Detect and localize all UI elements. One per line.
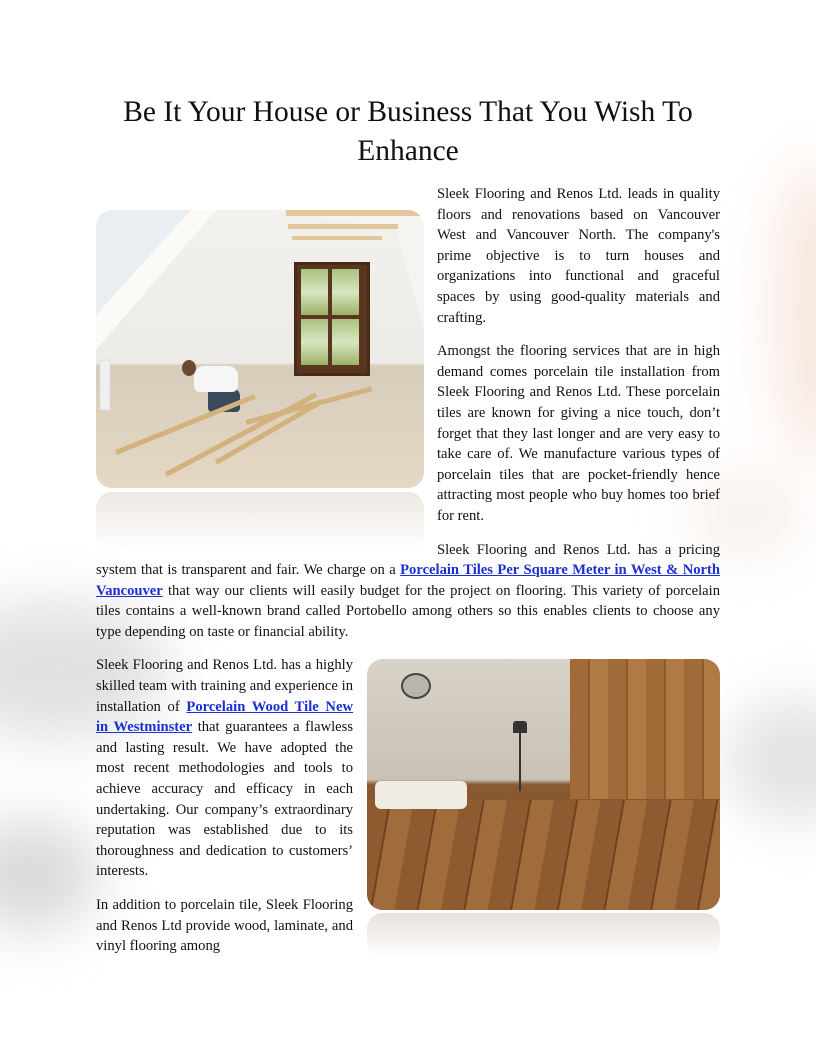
paragraph-intro — [96, 184, 720, 328]
pendant-lamp-icon — [401, 673, 431, 699]
paragraph-team: Sleek Flooring and Renos Ltd. has a highly skilled team with training and experience in installation of Porcelain Wood Tile New in Westminster that guarantees a flawless and lasting result. We have adopted the most recent methodologies and tools to achieve accuracy and efficacy in each undertaking. Our company’s extraordinary reputation was established due to its thoroughness and dedication to customers’ interests. — [96, 655, 720, 882]
attic-ceiling-illustration — [96, 210, 424, 488]
porcelain-tiles-per-square-meter-link[interactable]: Porcelain Tiles Per Square Meter in West & North Vancouver — [96, 562, 720, 599]
background-blur — [776, 160, 816, 460]
window-icon — [294, 262, 370, 376]
background-blur — [0, 820, 100, 930]
bed-icon — [375, 781, 467, 809]
page-title: Be It Your House or Business That You Wish To Enhance — [123, 96, 693, 167]
floor-lamp-icon — [513, 721, 527, 733]
modern-wood-floor-room-image — [367, 659, 720, 959]
paragraph-porcelain: Amongst the flooring services that are in high demand comes porcelain tile installation from Sleek Flooring and Renos Ltd. These porcelain tiles are known for giving a nice touch, don’t forget that they last longer and are very easy to take care of. We manufacture various types of porcelain tiles that are pocket-friendly hence attracting most people who buy homes too brief for rent. — [437, 343, 720, 524]
paragraph-other-flooring: In addition to porcelain tile, Sleek Flooring and Renos Ltd provide wood, laminate, and vinyl flooring among — [96, 897, 353, 955]
article-body — [96, 184, 720, 970]
background-blur — [726, 700, 816, 820]
paragraph-pricing: Sleek Flooring and Renos Ltd. has a pricing system that is transparent and fair. We charge on a Porcelain Tiles Per Square Meter in West & North Vancouver that way our clients will easily budget for the project on flooring. This variety of porcelain tiles contains a well-known brand called Portobello among others so this enables clients to choose any type depending on taste or financial ability. — [96, 541, 720, 640]
paragraph-intro-text: Sleek Flooring and Renos Ltd. leads in quality floors and renovations based on Vancouver West and Vancouver North. The company's prime objective is to turn houses and organizations into functional and graceful spaces by using good-quality materials and crafting. — [437, 186, 720, 326]
porcelain-wood-tile-link[interactable]: Porcelain Wood Tile New in Westminster — [96, 698, 353, 736]
attic-floor-installation-image — [96, 210, 424, 556]
